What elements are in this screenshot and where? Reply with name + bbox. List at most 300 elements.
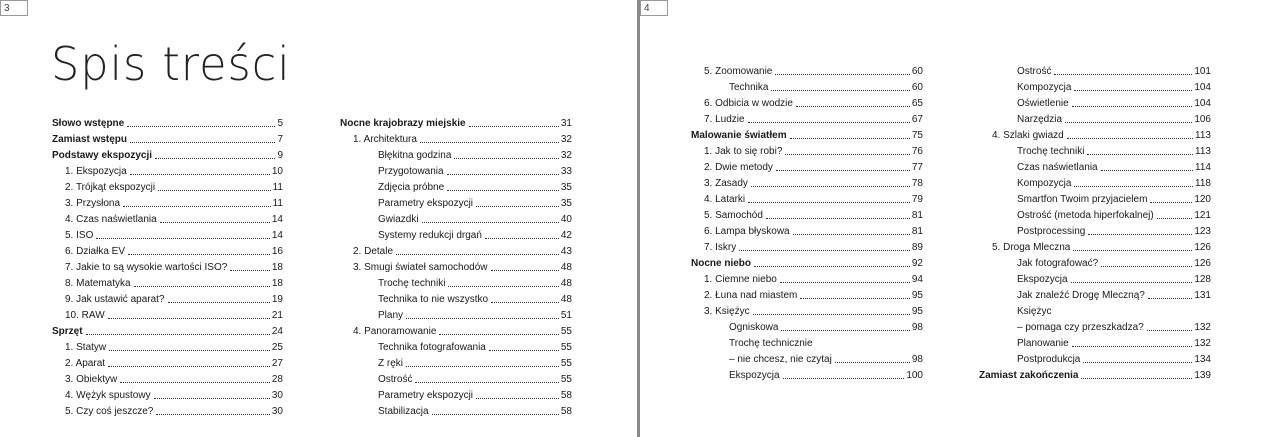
toc-entry-title: Trochę technicznie [729, 338, 813, 349]
toc-entry[interactable] [691, 62, 923, 78]
toc-dot-leader [406, 318, 559, 319]
toc-entry-page: 48 [560, 262, 572, 273]
toc-entry-title: Narzędzia [1017, 114, 1063, 125]
toc-entry[interactable] [979, 62, 1211, 78]
toc-entry[interactable] [691, 174, 923, 190]
toc-entry-page: 79 [911, 194, 923, 205]
toc-entry-title: 1. Statyw [65, 342, 107, 353]
toc-entry-title: Kompozycja [1017, 178, 1072, 189]
toc-entry-title: 7. Jakie to są wysokie wartości ISO? [65, 262, 228, 273]
toc-dot-leader [128, 254, 270, 255]
toc-entry[interactable] [52, 354, 283, 370]
toc-dot-leader [447, 190, 559, 191]
toc-dot-leader [454, 158, 558, 159]
toc-entry-page: 100 [906, 370, 923, 381]
toc-entry-title: 6. Lampa błyskowa [704, 226, 790, 237]
toc-entry-title: 1. Jak to się robi? [704, 146, 783, 157]
toc-dot-leader [168, 302, 270, 303]
toc-entry-title: Planowanie [1017, 338, 1069, 349]
toc-entry[interactable] [52, 130, 283, 146]
toc-entry-title: 9. Jak ustawić aparat? [65, 294, 165, 305]
toc-entry-page: 104 [1194, 98, 1211, 109]
toc-entry[interactable] [691, 302, 923, 318]
toc-dot-leader [781, 330, 909, 331]
toc-entry-page: 95 [911, 306, 923, 317]
toc-entry-page: 27 [271, 358, 283, 369]
toc-dot-leader [489, 350, 559, 351]
toc-entry-title: Ostrość (metoda hiperfokalnej) [1017, 210, 1154, 221]
toc-dot-leader [130, 174, 270, 175]
toc-entry-page: 92 [911, 258, 923, 269]
toc-entry-title: 5. Zoomowanie [704, 66, 773, 77]
toc-dot-leader [420, 142, 559, 143]
toc-entry[interactable] [340, 242, 572, 258]
toc-column-1 [52, 114, 283, 424]
toc-entry-page: 75 [911, 130, 923, 141]
toc-entry-title: Ostrość [378, 374, 413, 385]
toc-entry-title: 6. Działka EV [65, 246, 126, 257]
toc-entry-page: 14 [271, 230, 283, 241]
toc-entry[interactable] [691, 190, 923, 206]
toc-dot-leader [406, 366, 559, 367]
toc-dot-leader [448, 286, 558, 287]
toc-entry-page: 65 [911, 98, 923, 109]
toc-dot-leader [158, 190, 271, 191]
toc-entry-title: 7. Iskry [704, 242, 737, 253]
toc-entry-page: 101 [1194, 66, 1211, 77]
toc-entry[interactable] [52, 306, 283, 322]
toc-column-4 [979, 62, 1211, 388]
toc-dot-leader [130, 142, 275, 143]
toc-entry-page: 11 [272, 198, 283, 209]
toc-entry-title: Postprodukcja [1017, 354, 1081, 365]
toc-entry-title: Kompozycja [1017, 82, 1072, 93]
toc-entry-title: 3. Przysłona [65, 198, 121, 209]
toc-entry[interactable] [979, 238, 1211, 254]
toc-dot-leader [785, 154, 910, 155]
toc-entry[interactable] [979, 94, 1211, 110]
toc-entry[interactable] [340, 274, 572, 290]
toc-entry-title: Z ręki [378, 358, 403, 369]
toc-entry-title: 3. Zasady [704, 178, 748, 189]
toc-entry[interactable] [979, 286, 1211, 302]
toc-entry[interactable] [52, 114, 283, 130]
toc-entry-page: 35 [560, 182, 572, 193]
toc-entry-title: Podstawy ekspozycji [52, 150, 153, 161]
toc-entry-page: 32 [560, 134, 572, 145]
toc-entry-page: 10 [271, 166, 283, 177]
toc-dot-leader [780, 282, 910, 283]
toc-dot-leader [120, 382, 270, 383]
toc-entry[interactable] [979, 318, 1211, 334]
toc-entry-page: 67 [911, 114, 923, 125]
toc-entry[interactable] [691, 78, 923, 94]
toc-entry[interactable] [340, 338, 572, 354]
toc-dot-leader [754, 266, 910, 267]
toc-dot-leader [476, 398, 559, 399]
toc-entry[interactable] [52, 194, 283, 210]
toc-entry[interactable] [691, 222, 923, 238]
toc-dot-leader [1072, 346, 1193, 347]
toc-entry[interactable] [979, 302, 1211, 318]
toc-entry-title: 2. Dwie metody [704, 162, 773, 173]
toc-entry[interactable] [52, 178, 283, 194]
toc-entry[interactable] [52, 210, 283, 226]
toc-dot-leader [766, 218, 910, 219]
toc-entry-title: Trochę techniki [1017, 146, 1085, 157]
toc-dot-leader [432, 414, 559, 415]
toc-entry-title: 1. Ekspozycja [65, 166, 127, 177]
toc-entry-page: 104 [1194, 82, 1211, 93]
toc-entry-title: Oświetlenie [1017, 98, 1069, 109]
toc-entry[interactable] [52, 386, 283, 402]
toc-entry[interactable] [691, 366, 923, 382]
toc-entry[interactable] [979, 126, 1211, 142]
toc-entry-title: 5. ISO [65, 230, 94, 241]
toc-entry-title: Technika fotografowania [378, 342, 486, 353]
toc-entry-page: 77 [911, 162, 923, 173]
toc-entry[interactable] [340, 130, 572, 146]
toc-dot-leader [230, 270, 270, 271]
toc-entry-title: Zdjęcia próbne [378, 182, 445, 193]
toc-entry[interactable] [979, 366, 1211, 382]
toc-entry[interactable] [979, 254, 1211, 270]
toc-entry-page: 14 [271, 214, 283, 225]
toc-entry-title: 4. Latarki [704, 194, 746, 205]
toc-entry-page: 33 [560, 166, 572, 177]
toc-dot-leader [108, 366, 270, 367]
toc-dot-leader [108, 318, 270, 319]
toc-entry[interactable] [52, 290, 283, 306]
toc-entry-title: Technika [729, 82, 769, 93]
toc-entry-page: 30 [271, 390, 283, 401]
page-number: 4 [640, 0, 668, 16]
toc-dot-leader [1067, 138, 1193, 139]
toc-entry-title: Malowanie światłem [691, 130, 787, 141]
toc-dot-leader [775, 74, 910, 75]
toc-entry[interactable] [340, 194, 572, 210]
toc-dot-leader [469, 126, 559, 127]
toc-entry-title: 5. Droga Mleczna [992, 242, 1071, 253]
toc-entry[interactable] [691, 350, 923, 366]
toc-entry[interactable] [52, 242, 283, 258]
toc-entry[interactable] [979, 350, 1211, 366]
toc-entry[interactable] [340, 402, 572, 418]
toc-entry[interactable] [340, 354, 572, 370]
toc-dot-leader [1072, 106, 1193, 107]
toc-entry-title: 4. Czas naświetlania [65, 214, 157, 225]
toc-dot-leader [1054, 74, 1192, 75]
toc-entry-page: 113 [1195, 130, 1211, 141]
toc-entry[interactable] [52, 338, 283, 354]
toc-entry[interactable] [979, 334, 1211, 350]
toc-dot-leader [134, 286, 270, 287]
toc-dot-leader [491, 302, 559, 303]
toc-entry-page: 55 [560, 374, 572, 385]
toc-entry[interactable] [979, 206, 1211, 222]
toc-entry-page: 128 [1194, 274, 1211, 285]
toc-entry-title: Księżyc [1017, 306, 1052, 317]
toc-entry-page: 114 [1195, 162, 1211, 173]
toc-entry-page: 126 [1194, 258, 1211, 269]
toc-entry[interactable] [340, 226, 572, 242]
toc-dot-leader [156, 414, 270, 415]
toc-dot-leader [751, 186, 910, 187]
toc-entry-title: Ekspozycja [1017, 274, 1068, 285]
toc-dot-leader [155, 158, 275, 159]
toc-entry-page: 60 [911, 82, 923, 93]
toc-entry-page: 24 [271, 326, 283, 337]
toc-entry-page: 18 [271, 278, 283, 289]
toc-column-3 [691, 62, 923, 388]
toc-entry-title: Stabilizacja [378, 406, 429, 417]
toc-dot-leader [739, 250, 910, 251]
toc-dot-leader [783, 378, 905, 379]
toc-entry-page: 139 [1194, 370, 1211, 381]
toc-dot-leader [790, 138, 910, 139]
toc-dot-leader [491, 270, 559, 271]
toc-entry-page: 55 [560, 326, 572, 337]
toc-entry-title: Systemy redukcji drgań [378, 230, 482, 241]
toc-entry[interactable] [340, 178, 572, 194]
toc-entry[interactable] [691, 270, 923, 286]
toc-entry[interactable] [52, 162, 283, 178]
toc-entry-page: 48 [560, 294, 572, 305]
toc-entry-page: 81 [911, 226, 923, 237]
toc-dot-leader [1071, 282, 1193, 283]
toc-entry[interactable] [52, 402, 283, 418]
toc-entry-title: Technika to nie wszystko [378, 294, 489, 305]
toc-entry-page: 58 [560, 390, 572, 401]
toc-entry-title: Parametry ekspozycji [378, 390, 474, 401]
toc-entry-title: 7. Ludzie [704, 114, 745, 125]
toc-dot-leader [439, 334, 558, 335]
toc-entry[interactable] [691, 110, 923, 126]
toc-entry-page: 30 [271, 406, 283, 417]
toc-entry-page: 95 [911, 290, 923, 301]
toc-entry[interactable] [340, 258, 572, 274]
toc-entry[interactable] [979, 270, 1211, 286]
toc-entry-title: Przygotowania [378, 166, 444, 177]
toc-dot-leader [1150, 202, 1192, 203]
toc-entry-title: 2. Trójkąt ekspozycji [65, 182, 156, 193]
toc-entry-title: Trochę techniki [378, 278, 446, 289]
toc-entry-page: 11 [272, 182, 283, 193]
toc-entry[interactable] [340, 306, 572, 322]
toc-entry-title: 3. Smugi świateł samochodów [353, 262, 488, 273]
toc-dot-leader [1073, 250, 1192, 251]
toc-entry[interactable] [691, 142, 923, 158]
toc-dot-leader [776, 170, 910, 171]
page-4 [640, 0, 1280, 437]
toc-entry[interactable] [52, 226, 283, 242]
toc-entry-title: 6. Odbicia w wodzie [704, 98, 793, 109]
toc-entry[interactable] [52, 322, 283, 338]
toc-dot-leader [109, 350, 270, 351]
toc-entry-title: 2. Łuna nad miastem [704, 290, 798, 301]
toc-entry-page: 5 [277, 118, 283, 129]
toc-entry-title: Jak fotografować? [1017, 258, 1099, 269]
toc-entry-page: 113 [1195, 146, 1211, 157]
toc-dot-leader [476, 206, 559, 207]
toc-dot-leader [771, 90, 909, 91]
toc-entry-page: 35 [560, 198, 572, 209]
toc-dot-leader [1074, 186, 1193, 187]
toc-dot-leader [485, 238, 559, 239]
toc-entry-title: 4. Wężyk spustowy [65, 390, 151, 401]
toc-dot-leader [1101, 266, 1192, 267]
page-number: 3 [0, 0, 28, 16]
toc-dot-leader [748, 202, 910, 203]
toc-entry-page: 132 [1194, 322, 1211, 333]
toc-entry[interactable] [691, 238, 923, 254]
toc-dot-leader [1088, 234, 1192, 235]
toc-dot-leader [796, 106, 910, 107]
toc-entry-page: 118 [1195, 178, 1211, 189]
toc-entry[interactable] [691, 318, 923, 334]
toc-dot-leader [793, 234, 910, 235]
toc-entry-page: 134 [1194, 354, 1211, 365]
toc-entry-page: 78 [911, 178, 923, 189]
toc-dot-leader [415, 382, 558, 383]
toc-dot-leader [1074, 90, 1192, 91]
toc-entry-title: Ogniskowa [729, 322, 779, 333]
page-3 [0, 0, 637, 437]
toc-entry-title: 10. RAW [65, 310, 105, 321]
toc-dot-leader [835, 362, 910, 363]
toc-entry-title: Parametry ekspozycji [378, 198, 474, 209]
toc-entry-page: 18 [271, 262, 283, 273]
toc-entry-title: Ostrość [1017, 66, 1052, 77]
toc-dot-leader [447, 174, 559, 175]
toc-entry[interactable] [979, 190, 1211, 206]
toc-entry[interactable] [691, 206, 923, 222]
toc-entry-page: 98 [911, 354, 923, 365]
toc-dot-leader [96, 238, 270, 239]
toc-entry-title: Jak znaleźć Drogę Mleczną? [1017, 290, 1145, 301]
toc-entry[interactable] [691, 94, 923, 110]
toc-entry[interactable] [979, 142, 1211, 158]
toc-entry-page: 25 [271, 342, 283, 353]
toc-entry-title: Sprzęt [52, 326, 83, 337]
toc-entry-page: 76 [911, 146, 923, 157]
toc-entry-title: 1. Architektura [353, 134, 417, 145]
toc-entry-title: Błękitna godzina [378, 150, 452, 161]
toc-entry[interactable] [52, 146, 283, 162]
toc-entry-title: Zamiast zakończenia [979, 370, 1079, 381]
toc-entry-page: 51 [560, 310, 572, 321]
toc-entry[interactable] [691, 334, 923, 350]
toc-entry-title: 2. Detale [353, 246, 394, 257]
toc-dot-leader [1087, 154, 1193, 155]
toc-entry[interactable] [340, 386, 572, 402]
toc-dot-leader [1081, 378, 1192, 379]
toc-entry-page: 55 [560, 342, 572, 353]
toc-entry-title: 5. Czy coś jeszcze? [65, 406, 154, 417]
toc-dot-leader [1148, 298, 1192, 299]
toc-entry[interactable] [979, 110, 1211, 126]
toc-entry-page: 42 [560, 230, 572, 241]
toc-entry[interactable] [340, 114, 572, 130]
toc-entry-page: 40 [560, 214, 572, 225]
toc-entry-title: 3. Księżyc [704, 306, 750, 317]
page-title: Spis treści [51, 37, 291, 91]
toc-entry[interactable] [979, 174, 1211, 190]
toc-dot-leader [1083, 362, 1192, 363]
toc-entry-title: – nie chcesz, nie czytaj [729, 354, 832, 365]
toc-entry[interactable] [52, 258, 283, 274]
toc-entry-page: 48 [560, 278, 572, 289]
toc-dot-leader [123, 206, 271, 207]
toc-entry[interactable] [691, 254, 923, 270]
toc-dot-leader [127, 126, 275, 127]
toc-entry-title: Plany [378, 310, 404, 321]
toc-entry-title: Smartfon Twoim przyjacielem [1017, 194, 1148, 205]
toc-dot-leader [422, 222, 559, 223]
toc-entry-page: 58 [560, 406, 572, 417]
toc-entry-title: 1. Ciemne niebo [704, 274, 777, 285]
toc-entry[interactable] [979, 158, 1211, 174]
toc-entry[interactable] [340, 290, 572, 306]
toc-entry[interactable] [691, 158, 923, 174]
toc-entry[interactable] [979, 222, 1211, 238]
toc-entry[interactable] [340, 146, 572, 162]
toc-dot-leader [154, 398, 270, 399]
toc-entry[interactable] [691, 126, 923, 142]
toc-entry-page: 60 [911, 66, 923, 77]
toc-dot-leader [753, 314, 910, 315]
toc-entry[interactable] [340, 162, 572, 178]
toc-entry-page: 7 [277, 134, 283, 145]
toc-entry-page: 98 [911, 322, 923, 333]
toc-entry-title: Ekspozycja [729, 370, 780, 381]
toc-entry-title: 3. Obiektyw [65, 374, 118, 385]
toc-entry-page: 21 [271, 310, 283, 321]
toc-entry-title: Zamiast wstępu [52, 134, 128, 145]
toc-entry[interactable] [340, 210, 572, 226]
toc-entry-page: 94 [911, 274, 923, 285]
toc-entry-title: Słowo wstępne [52, 118, 125, 129]
toc-entry-page: 123 [1194, 226, 1211, 237]
toc-dot-leader [396, 254, 559, 255]
toc-entry-title: Gwiazdki [378, 214, 419, 225]
toc-entry[interactable] [691, 286, 923, 302]
toc-entry-title: 8. Matematyka [65, 278, 131, 289]
toc-entry-title: Nocne niebo [691, 258, 752, 269]
toc-entry[interactable] [979, 78, 1211, 94]
toc-dot-leader [748, 122, 910, 123]
toc-dot-leader [1157, 218, 1193, 219]
toc-entry-title: Postprocessing [1017, 226, 1086, 237]
toc-entry[interactable] [52, 274, 283, 290]
toc-entry-page: 31 [560, 118, 572, 129]
toc-entry-page: 43 [560, 246, 572, 257]
toc-entry-page: 132 [1194, 338, 1211, 349]
toc-entry-page: 89 [911, 242, 923, 253]
toc-entry-page: 131 [1194, 290, 1211, 301]
toc-dot-leader [800, 298, 909, 299]
toc-entry-page: 9 [277, 150, 283, 161]
toc-entry[interactable] [340, 322, 572, 338]
toc-entry-page: 16 [271, 246, 283, 257]
toc-entry[interactable] [52, 370, 283, 386]
toc-entry-page: 28 [271, 374, 283, 385]
toc-entry-page: 126 [1194, 242, 1211, 253]
toc-entry-title: 2. Aparat [65, 358, 106, 369]
toc-entry[interactable] [340, 370, 572, 386]
toc-dot-leader [86, 334, 270, 335]
toc-entry-page: 32 [560, 150, 572, 161]
